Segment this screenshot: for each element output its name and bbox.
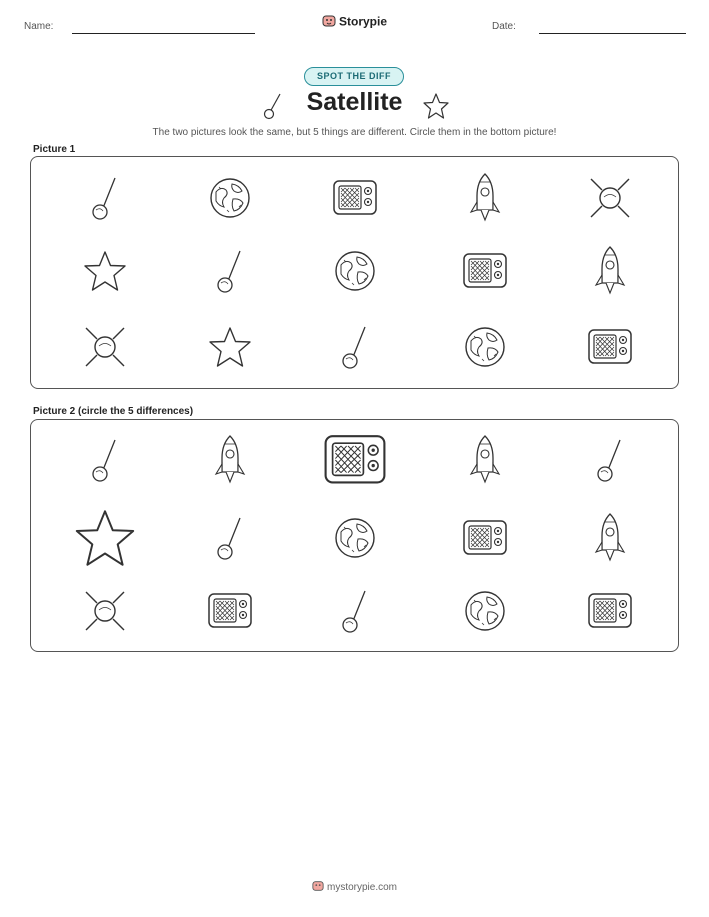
sun-icon[interactable] (82, 324, 128, 375)
earth-icon[interactable] (464, 326, 506, 373)
instructions: The two pictures look the same, but 5 things are different. Circle them in the bottom picture! (152, 127, 557, 138)
tv-icon[interactable] (462, 251, 508, 296)
tv-icon[interactable] (207, 591, 253, 636)
star-icon (422, 92, 450, 125)
star-icon[interactable] (207, 325, 253, 374)
rocket-icon[interactable] (594, 512, 626, 569)
picture2-label: Picture 2 (circle the 5 differences) (33, 406, 194, 417)
rocket-icon[interactable] (214, 434, 246, 491)
earth-icon[interactable] (334, 517, 376, 564)
tv-icon[interactable] (587, 591, 633, 636)
brand-header (0, 14, 709, 31)
spot-the-diff-badge: SPOT THE DIFF (304, 67, 404, 86)
tv-icon-large[interactable] (321, 432, 389, 493)
earth-icon[interactable] (464, 590, 506, 637)
name-label: Name: (24, 21, 54, 32)
footer (0, 880, 709, 895)
star-icon[interactable] (82, 249, 128, 298)
satellite-icon[interactable] (87, 436, 123, 489)
satellite-icon[interactable] (337, 323, 373, 376)
rocket-icon[interactable] (594, 245, 626, 302)
name-line[interactable] (72, 33, 255, 34)
picture1-panel[interactable] (30, 156, 679, 389)
tv-icon[interactable] (462, 518, 508, 563)
rocket-icon[interactable] (469, 434, 501, 491)
tv-icon[interactable] (332, 178, 378, 223)
picture2-panel[interactable] (30, 419, 679, 652)
tv-icon[interactable] (587, 327, 633, 372)
earth-icon[interactable] (209, 177, 251, 224)
storypie-logo-icon (322, 14, 336, 31)
storypie-logo-icon (312, 880, 324, 895)
satellite-icon[interactable] (212, 514, 248, 567)
rocket-icon[interactable] (469, 172, 501, 229)
satellite-icon[interactable] (337, 587, 373, 640)
date-line[interactable] (539, 33, 686, 34)
page-title: Satellite (306, 88, 403, 116)
earth-icon[interactable] (334, 250, 376, 297)
sun-icon[interactable] (82, 588, 128, 639)
footer-url: mystorypie.com (326, 882, 397, 894)
brand-name: Storypie (338, 14, 387, 29)
satellite-icon[interactable] (87, 174, 123, 227)
satellite-icon[interactable] (592, 436, 628, 489)
date-label: Date: (492, 21, 516, 32)
satellite-icon[interactable] (212, 247, 248, 300)
star-icon-large[interactable] (72, 507, 138, 574)
picture1-label: Picture 1 (33, 144, 76, 155)
sun-icon[interactable] (587, 175, 633, 226)
